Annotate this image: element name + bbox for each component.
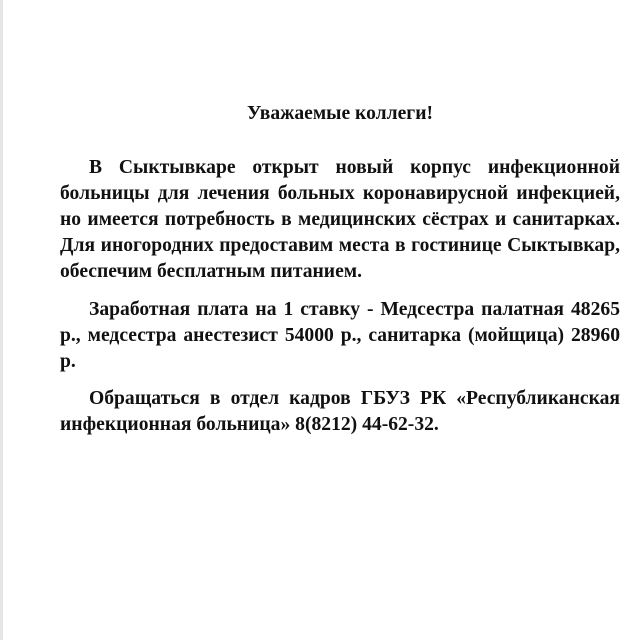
page-edge <box>0 0 3 640</box>
paragraph-contact: Обращаться в отдел кадров ГБУЗ РК «Республиканская инфекционная больница» 8(8212) 44-62-32. <box>60 388 620 435</box>
letter-body <box>60 101 620 438</box>
letter-heading: Уважаемые коллеги! <box>246 103 434 124</box>
paragraph-announcement: В Сыктывкаре открыт новый корпус инфекционной больницы для лечения больных коронавирусной инфекцией, но имеется потребность в медицинских сёстрах и санитарках. Для иногородних предоставим места в гостинице Сыктывкар, обеспечим бесплатным питанием. <box>60 157 620 282</box>
paragraph-salary: Заработная плата на 1 ставку - Медсестра палатная 48265 р., медсестра анестезист 54000 р., санитарка (мойщица) 28960 р. <box>60 299 620 372</box>
